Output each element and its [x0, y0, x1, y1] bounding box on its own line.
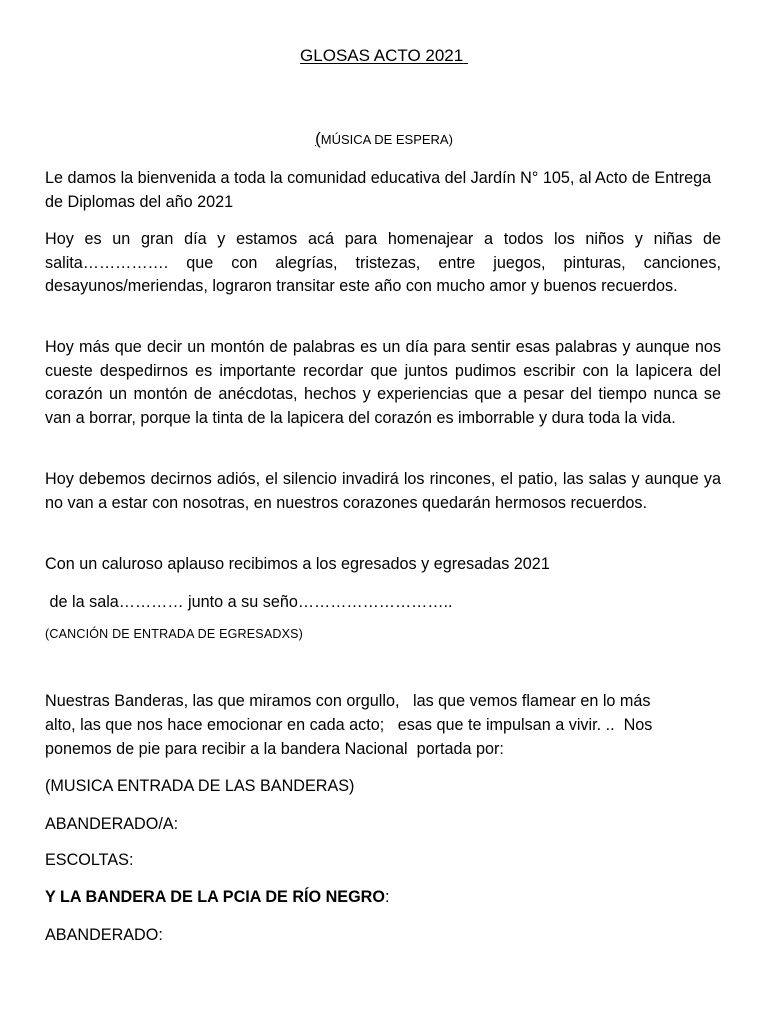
flags-line-1: Nuestras Banderas, las que miramos con orgullo, las que vemos flamear en lo más — [45, 692, 651, 710]
provincial-flag-colon: : — [384, 888, 390, 906]
flags-line-2: alto, las que nos hace emocionar en cada acto; esas que te impulsan a vivir. .. Nos — [45, 716, 653, 734]
paragraph-homage-text: Hoy es un gran día y estamos acá para homenajear a todos los niños y niñas de salita……………. que con alegrías, tristezas, entre juegos, pinturas, canciones, desayunos/meriendas, lograron transitar este año con mucho amor y buenos recuerdos. — [45, 230, 721, 295]
sala-line: de la sala………… junto a su seño……………………….. — [45, 593, 453, 611]
paragraph-heart-pen — [45, 336, 721, 430]
applause-line: Con un caluroso aplauso recibimos a los egresados y egresadas 2021 — [45, 555, 550, 573]
paragraph-heart-pen-text: Hoy más que decir un montón de palabras es un día para sentir esas palabras y aunque nos cueste despedirnos es importante recordar que juntos pudimos escribir con la lapicera del corazón un montón de anécdotas, hechos y experiencias que a pesar del tiempo nunca se van a borrar, porque la tinta de la lapicera del corazón es imborrable y dura toda la vida. — [45, 338, 721, 427]
document-title — [0, 46, 768, 66]
provincial-flag-line — [45, 888, 389, 907]
paragraph-homage — [45, 228, 721, 299]
paragraph-goodbye — [45, 468, 721, 515]
subtitle-paren: ( — [315, 129, 321, 148]
music-flags-note: (MUSICA ENTRADA DE LAS BANDERAS) — [45, 777, 355, 795]
abanderado-a-label: ABANDERADO/A: — [45, 815, 179, 833]
title-text: GLOSAS ACTO 2021 — [300, 46, 464, 65]
subtitle-text: MÚSICA DE ESPERA) — [320, 132, 453, 147]
escoltas-label: ESCOLTAS: — [45, 851, 134, 869]
song-note: (CANCIÓN DE ENTRADA DE EGRESADXS) — [45, 627, 304, 641]
title-trailing-space — [463, 46, 468, 65]
paragraph-goodbye-text: Hoy debemos decirnos adiós, el silencio invadirá los rincones, el patio, las salas y aunque ya no van a estar con nosotras, en nuestros corazones quedarán hermosos recuerdos. — [45, 470, 721, 512]
flags-line-3: ponemos de pie para recibir a la bandera Nacional portada por: — [45, 740, 504, 758]
waiting-music-note — [0, 129, 768, 149]
abanderado-label: ABANDERADO: — [45, 926, 163, 944]
welcome-text: Le damos la bienvenida a toda la comunidad educativa del Jardín N° 105, al Acto de Entrega de Diplomas del año 2021 — [45, 169, 712, 211]
provincial-flag-text: Y LA BANDERA DE LA PCIA DE RÍO NEGRO — [45, 888, 385, 906]
welcome-paragraph — [45, 167, 721, 214]
